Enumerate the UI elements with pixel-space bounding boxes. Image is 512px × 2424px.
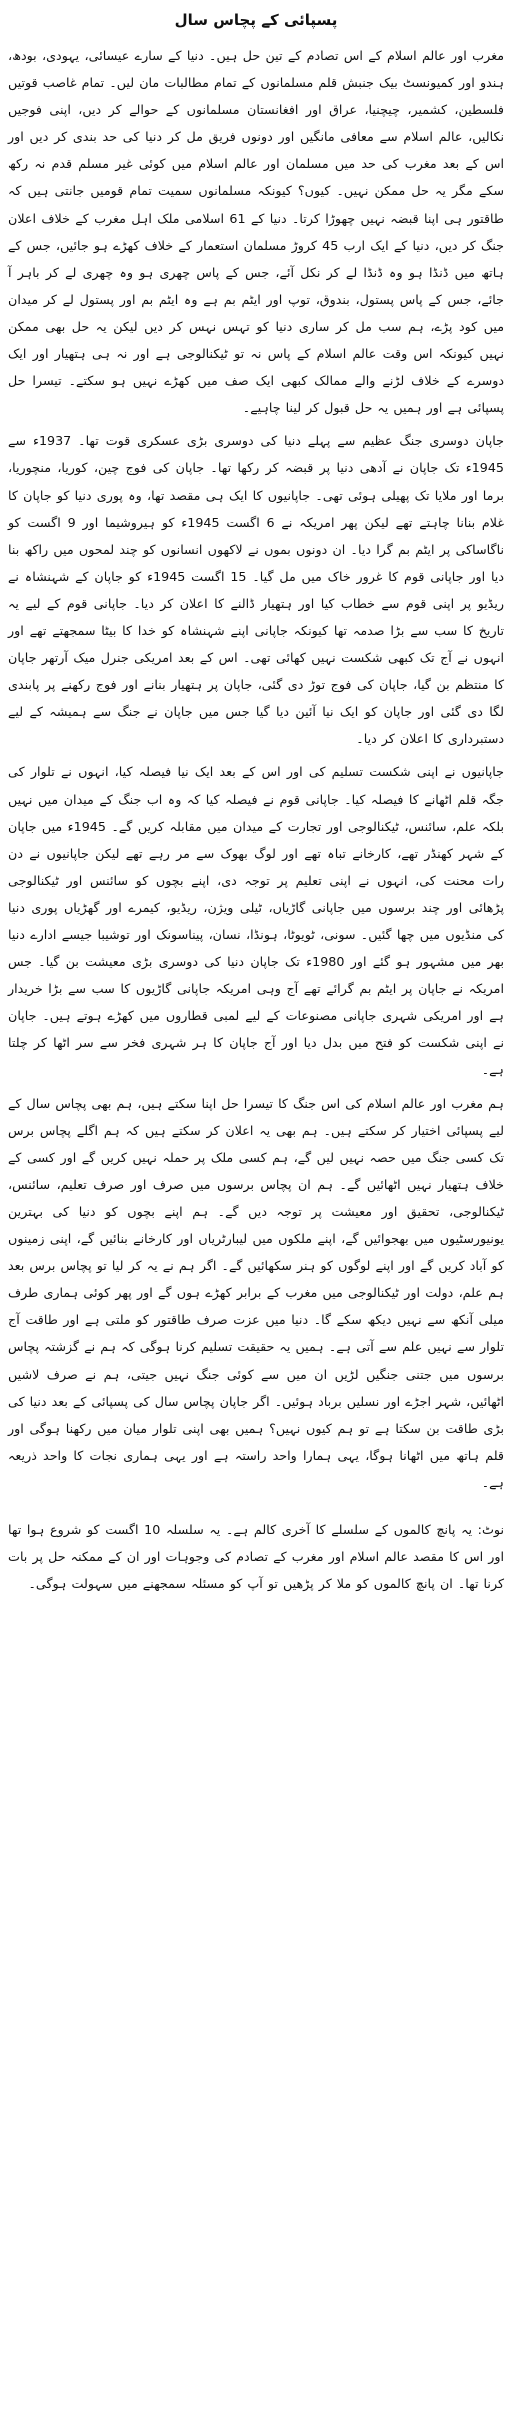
article-paragraph-2: جاپان دوسری جنگ عظیم سے پہلے دنیا کی دوسری بڑی عسکری قوت تھا۔ 1937ء سے 1945ء تک جاپان نے آدھی دنیا پر قبضہ کر رکھا تھا۔ جاپان کی فوج چین، کوریا، منچوریا، برما اور ملایا تک پھیلی ہوئی تھی۔ جاپانیوں کا ایک ہی مقصد تھا، وہ پوری دنیا کو جاپان کا غلام بنانا چاہتے تھے لیکن پھر امریکہ نے 6 اگست 1945ء کو ہیروشیما اور 9 اگست کو ناگاساکی پر ایٹم بم گرا دیا۔ ان دونوں بموں نے لاکھوں انسانوں کو چند لمحوں میں راکھ بنا دیا اور جاپانی قوم کا غرور خاک میں مل گیا۔ 15 اگست 1945ء کو جاپان کے شہنشاہ نے ریڈیو پر اپنی قوم سے خطاب کیا اور ہتھیار ڈالنے کا اعلان کر دیا۔ جاپانی قوم کے لیے یہ تاریخ کا سب سے بڑا صدمہ تھا کیونکہ جاپانی اپنے شہنشاہ کو خدا کا بیٹا سمجھتے تھے اور انہوں نے آج تک کبھی شکست نہیں کھائی تھی۔ اس کے بعد امریکی جنرل میک آرتھر جاپان کا منتظم بن گیا، جاپان کی فوج توڑ دی گئی، جاپان پر ہتھیار بنانے اور فوج رکھنے پر پابندی لگا دی گئی اور جاپان کو ایک نیا آئین دیا گیا جس میں جاپان نے جنگ سے ہمیشہ کے لیے دستبرداری کا اعلان کر دیا۔ — [8, 433, 504, 747]
article-footnote: نوٹ: یہ پانچ کالموں کے سلسلے کا آخری کالم ہے۔ یہ سلسلہ 10 اگست کو شروع ہوا تھا اور اس کا مقصد عالم اسلام اور مغرب کے تصادم کی وجوہات اور ان کے ممکنہ حل پر بات کرنا تھا۔ ان پانچ کالموں کو ملا کر پڑھیں تو آپ کو مسئلہ سمجھنے میں سہولت ہوگی۔ — [8, 1521, 504, 1592]
article-paragraph-4: ہم مغرب اور عالم اسلام کی اس جنگ کا تیسرا حل اپنا سکتے ہیں، ہم بھی پچاس سال کے لیے پسپائی اختیار کر سکتے ہیں۔ ہم بھی یہ اعلان کر سکتے ہیں کہ ہم اگلے پچاس برس تک کسی جنگ میں حصہ نہیں لیں گے، ہم کسی ملک پر حملہ نہیں کریں گے اور کسی کے خلاف ہتھیار نہیں اٹھائیں گے۔ ہم ان پچاس برسوں میں صرف اور صرف تعلیم، سائنس، ٹیکنالوجی، تحقیق اور معیشت پر توجہ دیں گے۔ ہم اپنے بچوں کو دنیا کی بہترین یونیورسٹیوں میں بھجوائیں گے، اپنے ملکوں میں لیبارٹریاں اور کارخانے بنائیں گے، اپنی زمینوں کو آباد کریں گے اور اپنے لوگوں کو ہنر سکھائیں گے۔ اگر ہم نے یہ کر لیا تو پچاس برس بعد ہم علم، دولت اور ٹیکنالوجی میں مغرب کے برابر کھڑے ہوں گے اور پھر کوئی ہماری طرف میلی آنکھ سے نہیں دیکھ سکے گا۔ دنیا میں عزت صرف طاقتور کو ملتی ہے اور طاقت آج تلوار سے نہیں علم سے آتی ہے۔ ہمیں یہ حقیقت تسلیم کرنا ہوگی کہ ہم نے گزشتہ پچاس برسوں میں جتنی جنگیں لڑیں ان میں سے کوئی جنگ نہیں جیتی، ہم نے صرف لاشیں اٹھائیں، شہر اجڑے اور نسلیں برباد ہوئیں۔ اگر جاپان پچاس سال کی پسپائی کے بعد دنیا کی بڑی طاقت بن سکتا ہے تو ہم کیوں نہیں؟ ہمیں بھی اپنی تلوار میان میں رکھنا ہوگی اور قلم ہاتھ میں اٹھانا ہوگا، یہی ہمارا واحد راستہ ہے اور یہی ہماری نجات کا واحد ذریعہ ہے۔ — [8, 1095, 504, 1490]
article-paragraph-1: مغرب اور عالم اسلام کے اس تصادم کے تین حل ہیں۔ دنیا کے سارے عیسائی، یہودی، بودھ، ہندو اور کمیونسٹ بیک جنبش قلم مسلمانوں کے تمام مطالبات مان لیں۔ تمام غاصب قوتیں فلسطین، کشمیر، چیچنیا، عراق اور افغانستان مسلمانوں کے حوالے کر دیں، اپنی فوجیں نکالیں، عالم اسلام سے معافی مانگیں اور دونوں فریق مل کر دنیا کی حد بندی کر دیں اور اس کے بعد مغرب کی حد میں مسلمان اور عالم اسلام میں کوئی غیر مسلم قدم نہ رکھ سکے مگر یہ حل ممکن نہیں۔ کیوں؟ کیونکہ مسلمانوں سمیت تمام قومیں جانتی ہیں کہ طاقتور ہی اپنا قبضہ نہیں چھوڑا کرتا۔ دنیا کے 61 اسلامی ملک اہل مغرب کے خلاف اعلان جنگ کر دیں، دنیا کے ایک ارب 45 کروڑ مسلمان استعمار کے خلاف کھڑے ہو جائیں، جس کے ہاتھ میں ڈنڈا ہو وہ ڈنڈا لے کر نکل آئے، جس کے پاس چھری ہو وہ چھری لے کر باہر آ جائے، جس کے پاس پستول، بندوق، توپ اور ایٹم بم ہے وہ ایٹم بم اور پستول لے کر میدان میں کود پڑے، ہم سب مل کر ساری دنیا کو تہس نہس کر دیں لیکن یہ حل بھی ممکن نہیں کیونکہ اس وقت عالم اسلام کے پاس نہ تو ٹیکنالوجی ہے اور نہ ہی ہتھیار اور ایک دوسرے کے خلاف لڑنے والے ممالک کبھی ایک صف میں کھڑے نہیں ہو سکتے۔ تیسرا حل پسپائی ہے اور ہمیں یہ حل قبول کر لینا چاہیے۔ — [8, 48, 505, 416]
article-title: پسپائی کے پچاس سال — [174, 11, 338, 29]
article-paragraph-3: جاپانیوں نے اپنی شکست تسلیم کی اور اس کے بعد ایک نیا فیصلہ کیا، انہوں نے تلوار کی جگہ قلم اٹھانے کا فیصلہ کیا۔ جاپانی قوم نے فیصلہ کیا کہ وہ اب جنگ کے میدان میں نہیں بلکہ علم، سائنس، ٹیکنالوجی اور تجارت کے میدان میں مقابلہ کریں گے۔ 1945ء میں جاپان کے شہر کھنڈر تھے، کارخانے تباہ تھے اور لوگ بھوک سے مر رہے تھے لیکن جاپانیوں نے دن رات محنت کی، انہوں نے اپنی تعلیم پر توجہ دی، اپنے بچوں کو سائنس اور ٹیکنالوجی پڑھائی اور چند برسوں میں جاپانی گاڑیاں، ٹیلی ویژن، ریڈیو، کیمرے اور گھڑیاں پوری دنیا کی منڈیوں میں چھا گئیں۔ سونی، ٹویوٹا، ہونڈا، نسان، پیناسونک اور توشیبا جیسے ادارے دنیا بھر میں مشہور ہو گئے اور 1980ء تک جاپان دنیا کی دوسری بڑی معیشت بن گیا۔ جس امریکہ نے جاپان پر ایٹم بم گرائے تھے آج وہی امریکہ جاپانی گاڑیوں کا سب سے بڑا خریدار ہے اور امریکی شہری جاپانی مصنوعات کے لیے لمبی قطاروں میں کھڑے ہوتے ہیں۔ جاپان نے اپنی شکست کو فتح میں بدل دیا اور آج جاپان کا ہر شہری فخر سے سر اٹھا کر چلتا ہے۔ — [8, 764, 504, 1078]
